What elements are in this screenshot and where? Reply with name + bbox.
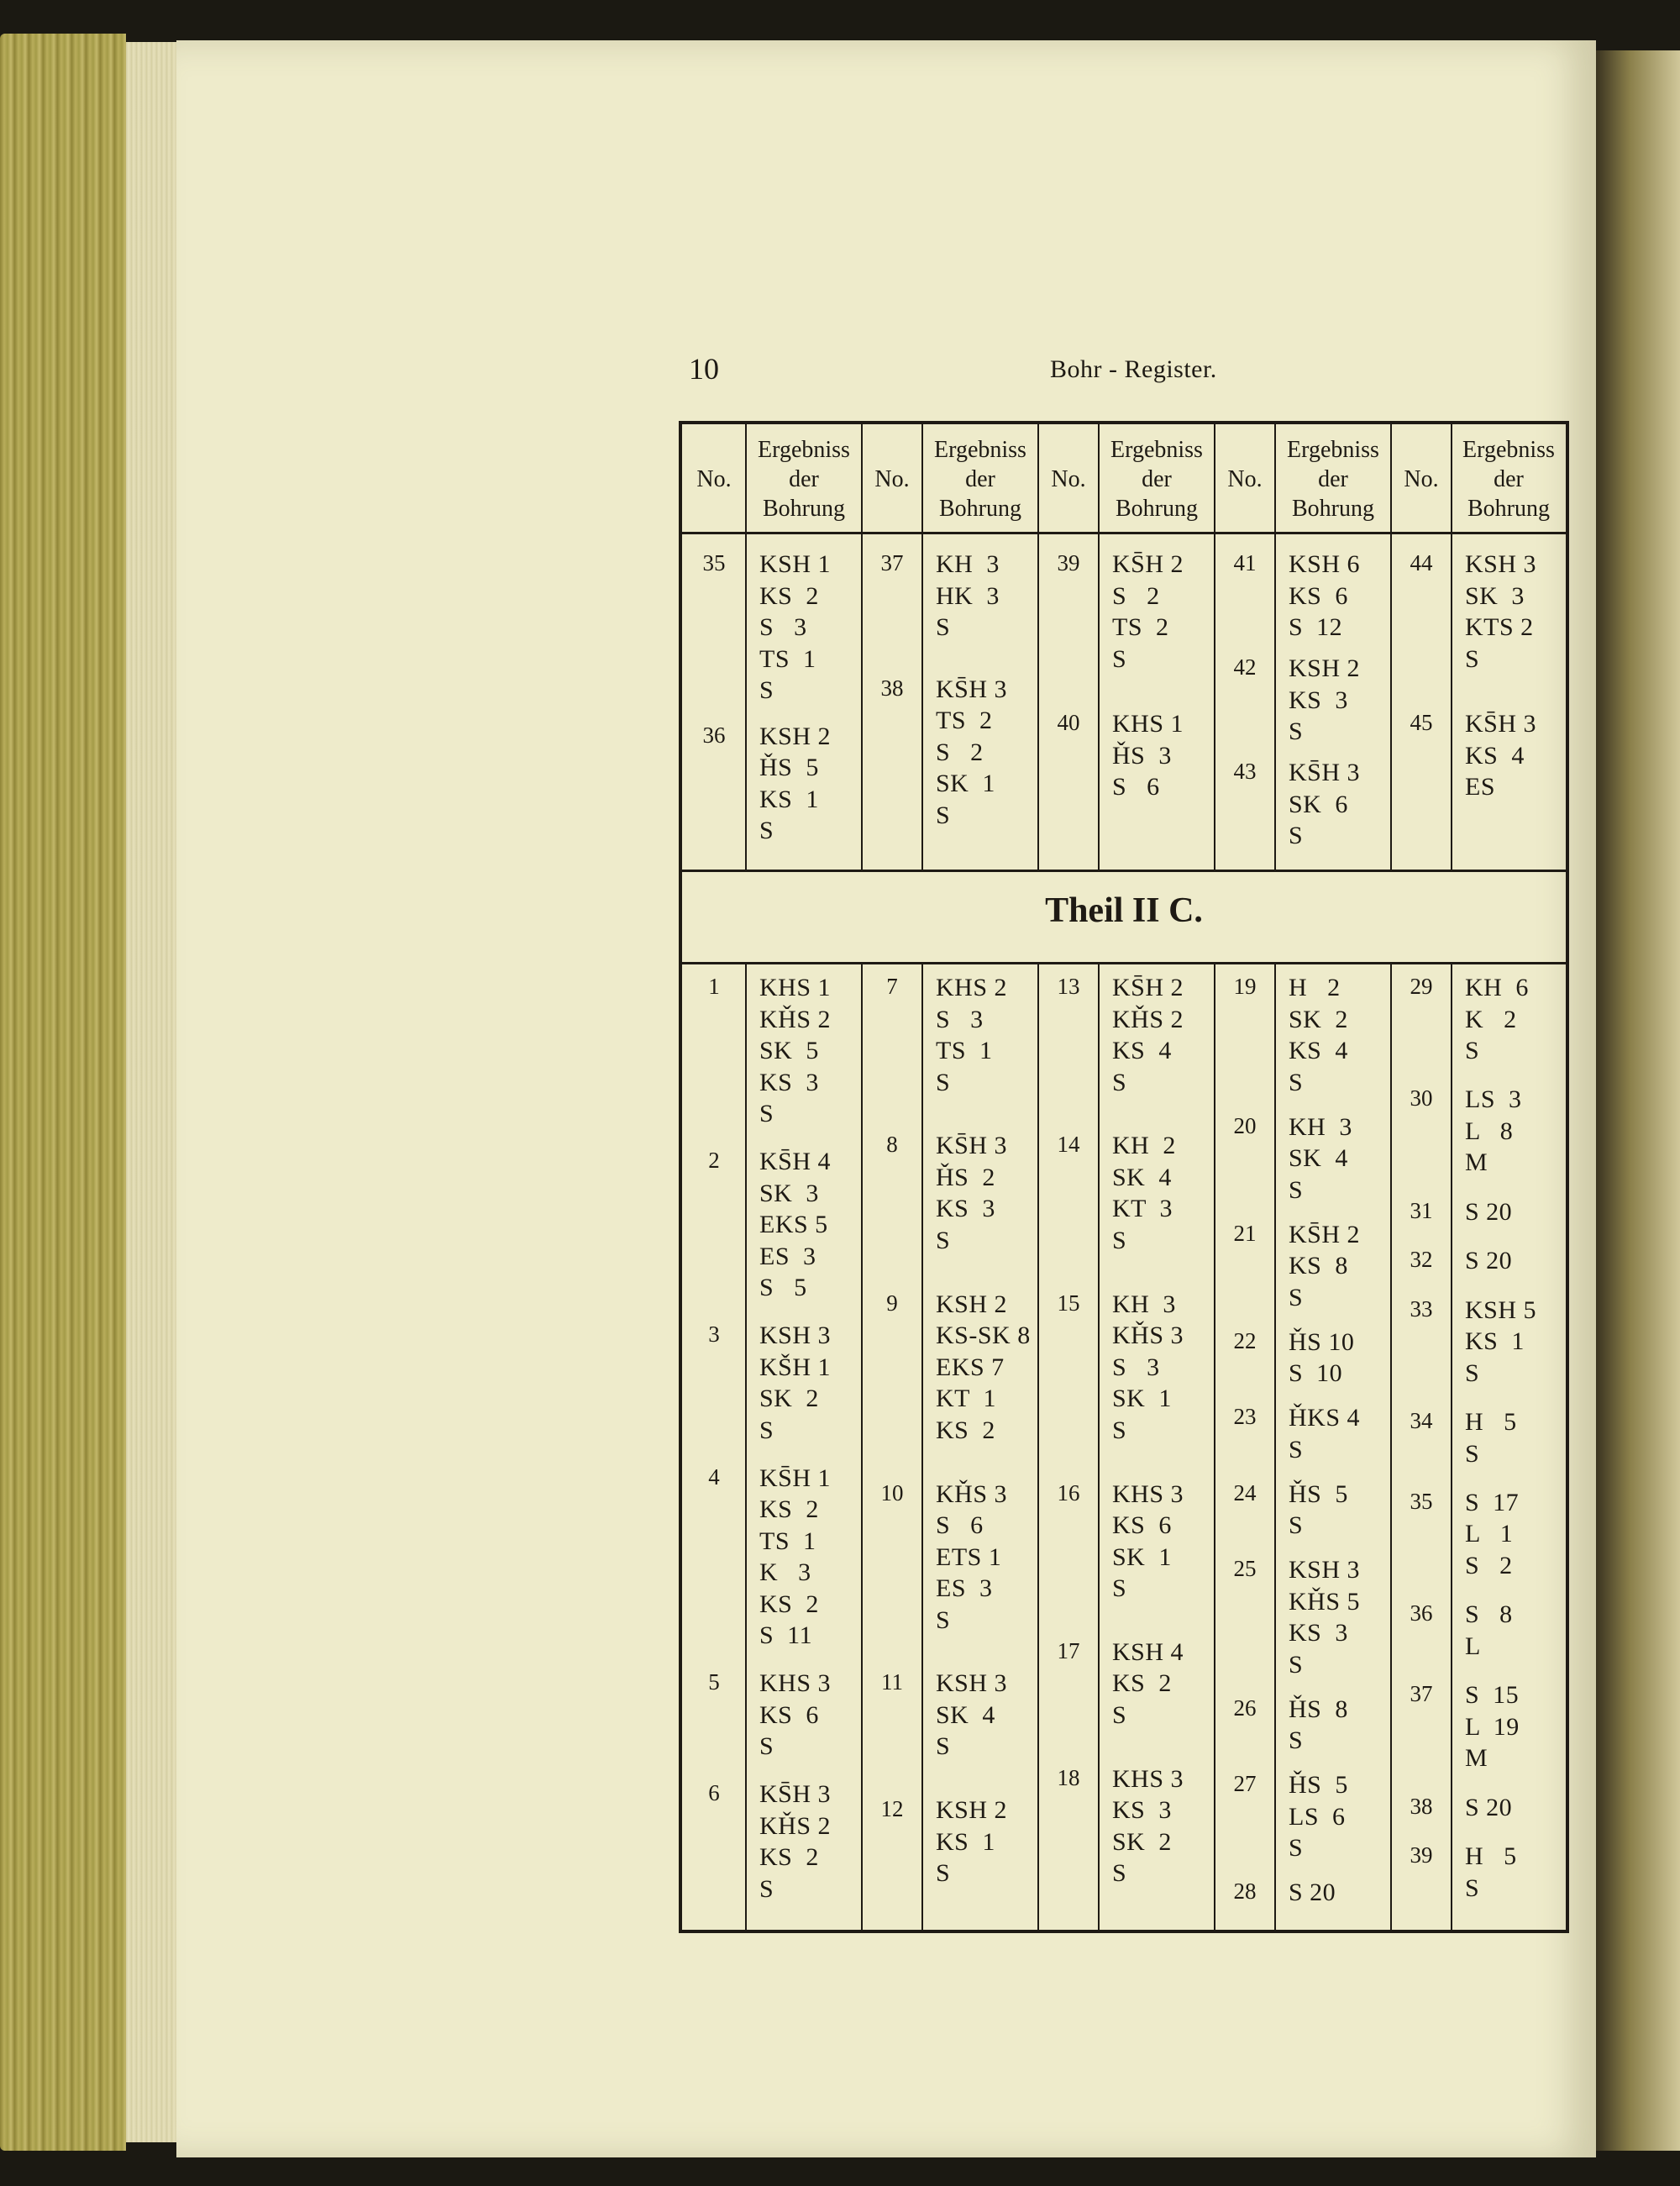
result-line: KSH 3 [1465, 550, 1537, 578]
entry-no: 42 [1233, 654, 1257, 680]
entry-no: 36 [1410, 1600, 1433, 1626]
result-line: KS̄H 2 [1112, 550, 1184, 578]
result-line: K 3 [759, 1558, 811, 1587]
result-line: TS 2 [1112, 613, 1169, 641]
book-gutter-right [1596, 50, 1680, 2151]
entry-no: 16 [1057, 1479, 1080, 1506]
column-divider [1098, 962, 1100, 1930]
header-line: Ergebniss [934, 437, 1026, 463]
header-line: der [965, 466, 995, 492]
running-title: Bohr - Register. [1050, 355, 1217, 383]
result-line: KS 2 [759, 1495, 819, 1524]
result-line: SK 1 [1112, 1385, 1172, 1413]
entry-no: 31 [1410, 1197, 1433, 1223]
result-line: KS̄H 3 [936, 675, 1008, 703]
entry-no: 41 [1233, 550, 1257, 575]
entry-no: 6 [708, 1780, 720, 1806]
result-line: S 20 [1289, 1879, 1336, 1906]
result-line: KȞS 2 [759, 1811, 832, 1840]
entry-no: 2 [708, 1148, 720, 1174]
result-line: KH 3 [1112, 1290, 1176, 1318]
result-line: KS 2 [759, 1843, 819, 1872]
header-line: Ergebniss [1462, 437, 1555, 463]
result-line: KS̄H 3 [1289, 759, 1361, 786]
entry-no: 5 [708, 1669, 720, 1695]
result-line: S [759, 817, 774, 845]
result-line: SK 2 [759, 1385, 819, 1413]
result-line: K 2 [1465, 1005, 1517, 1033]
result-line: S 17 [1465, 1488, 1520, 1516]
header-rule [682, 532, 1566, 534]
entry-no: 10 [880, 1479, 904, 1506]
result-line: S 2 [1465, 1551, 1513, 1579]
result-line: TS 1 [759, 1527, 816, 1555]
result-line: H 5 [1465, 1842, 1517, 1871]
column-divider [921, 962, 923, 1930]
result-line: KS 1 [759, 785, 819, 813]
result-line: S [936, 1605, 951, 1634]
result-line: ES [1465, 773, 1496, 801]
result-line: S [1112, 1700, 1127, 1729]
result-line: H 2 [1289, 974, 1341, 1001]
result-line: S 12 [1289, 613, 1343, 641]
result-line: S [759, 1874, 774, 1903]
result-line: KSH 2 [1289, 654, 1361, 682]
result-line: KSH 2 [759, 722, 832, 750]
result-line: S [936, 613, 951, 641]
header-ergebniss [1099, 431, 1215, 528]
header-line: der [789, 466, 819, 492]
result-line: KȞS 3 [1112, 1322, 1184, 1350]
result-line: SK 1 [1112, 1542, 1172, 1571]
result-line: L [1465, 1632, 1481, 1660]
result-line: KHS 1 [759, 974, 832, 1001]
result-line: S 20 [1465, 1793, 1513, 1821]
result-line: KS 3 [1112, 1796, 1172, 1825]
result-line: S [1289, 1726, 1304, 1754]
result-line: S [1465, 644, 1480, 673]
result-line: KHS 1 [1112, 710, 1184, 738]
result-line: M [1465, 1744, 1488, 1773]
result-line: S [1289, 717, 1304, 745]
entry-no: 32 [1410, 1247, 1433, 1273]
result-line: KS 1 [936, 1827, 995, 1856]
column-divider [1390, 962, 1392, 1930]
result-line: S [1289, 1650, 1304, 1679]
result-line: ES 3 [936, 1574, 993, 1602]
entry-no: 33 [1410, 1295, 1433, 1322]
entry-no: 38 [880, 675, 904, 701]
header-line: Bohrung [1467, 496, 1550, 522]
result-line: KS 4 [1465, 741, 1525, 770]
header-no: No. [1404, 466, 1439, 492]
result-line: S 10 [1289, 1359, 1343, 1387]
result-line: ȞS 8 [1289, 1695, 1348, 1723]
result-line: S [1112, 1574, 1127, 1602]
result-line: KHS 3 [759, 1669, 832, 1698]
result-line: SK 6 [1289, 790, 1348, 818]
result-line: KȞS 2 [1112, 1005, 1184, 1033]
result-line: KS̄H 1 [759, 1463, 832, 1492]
entry-no: 43 [1233, 759, 1257, 784]
result-line: KȞS 2 [759, 1005, 832, 1033]
result-line: S [936, 1226, 951, 1254]
result-line: ȞS 10 [1289, 1327, 1355, 1356]
book-page [176, 40, 1596, 2157]
header-line: Ergebniss [1287, 437, 1379, 463]
result-line: S [1112, 1068, 1127, 1096]
result-line: S 6 [936, 1511, 984, 1539]
entry-no: 37 [880, 550, 904, 575]
result-line: LS 6 [1289, 1802, 1346, 1831]
result-line: KS̄H 3 [1465, 710, 1537, 738]
result-line: KȞS 5 [1289, 1587, 1361, 1616]
result-line: KS 6 [759, 1700, 819, 1729]
result-line: KSH 2 [936, 1796, 1008, 1825]
entry-no: 14 [1057, 1132, 1080, 1158]
column-divider [861, 962, 863, 1930]
result-line: SK 2 [1289, 1005, 1348, 1033]
result-line: KS 8 [1289, 1252, 1348, 1280]
result-line: KȞS 3 [936, 1479, 1008, 1508]
header-line: der [1142, 466, 1172, 492]
result-line: S [936, 1859, 951, 1888]
entry-no: 39 [1410, 1842, 1433, 1868]
result-line: S [1465, 1439, 1480, 1468]
result-line: KS 3 [936, 1195, 995, 1223]
result-line: S [936, 1732, 951, 1761]
entry-no: 18 [1057, 1764, 1080, 1790]
result-line: S 2 [936, 738, 984, 766]
result-line: KH 3 [1289, 1112, 1352, 1141]
header-line: der [1494, 466, 1524, 492]
result-line: S 20 [1465, 1197, 1513, 1226]
result-line: S [1112, 644, 1127, 673]
header-line: Ergebniss [1110, 437, 1203, 463]
entry-no: 26 [1233, 1695, 1257, 1721]
header-line: Bohrung [939, 496, 1021, 522]
result-line: KHS 2 [936, 974, 1008, 1001]
result-line: KS 3 [759, 1068, 819, 1096]
entry-no: 34 [1410, 1408, 1433, 1434]
result-line: S [1289, 1834, 1304, 1862]
result-line: KH 6 [1465, 974, 1529, 1001]
result-line: S 5 [759, 1274, 807, 1302]
result-line: S 3 [936, 1005, 984, 1033]
result-line: ȞKS 4 [1289, 1404, 1361, 1432]
header-no: No. [696, 466, 732, 492]
result-line: KS̄H 3 [936, 1132, 1008, 1160]
result-line: ȞS 3 [1112, 741, 1172, 770]
result-line: ȞS 2 [936, 1163, 995, 1191]
result-line: SK 4 [1289, 1144, 1348, 1172]
result-line: S [1112, 1416, 1127, 1444]
result-line: S [1112, 1859, 1127, 1888]
entry-no: 45 [1410, 710, 1433, 735]
entry-no: 27 [1233, 1771, 1257, 1796]
result-line: SK 2 [1112, 1827, 1172, 1856]
result-line: KS̄H 2 [1289, 1220, 1361, 1248]
result-line: KSH 5 [1465, 1295, 1537, 1324]
result-line: SK 4 [1112, 1163, 1172, 1191]
entry-no: 23 [1233, 1404, 1257, 1429]
result-line: KS 4 [1289, 1037, 1348, 1064]
result-line: KH 2 [1112, 1132, 1176, 1160]
result-line: S [936, 1068, 951, 1096]
header-no: No. [874, 466, 910, 492]
column-divider [1274, 962, 1276, 1930]
result-line: S 2 [1112, 581, 1160, 610]
entry-no: 28 [1233, 1879, 1257, 1904]
result-line: S 11 [759, 1621, 813, 1650]
entry-no: 24 [1233, 1479, 1257, 1506]
result-line: S [936, 801, 951, 829]
result-line: EKS 5 [759, 1211, 828, 1239]
result-line: S 15 [1465, 1681, 1520, 1710]
result-line: S 6 [1112, 773, 1160, 801]
result-line: KHS 3 [1112, 1764, 1184, 1793]
entry-no: 29 [1410, 974, 1433, 999]
entry-no: 37 [1410, 1681, 1433, 1707]
result-line: S [1112, 1226, 1127, 1254]
result-line: KS 2 [759, 1590, 819, 1618]
result-line: KS 6 [1112, 1511, 1172, 1539]
result-line: KSH 3 [759, 1322, 832, 1350]
entry-no: 15 [1057, 1290, 1080, 1316]
entry-no: 19 [1233, 974, 1257, 999]
entry-no: 40 [1057, 710, 1080, 735]
header-ergebniss [746, 431, 862, 528]
result-line: S 8 [1465, 1600, 1513, 1629]
result-line: TS 1 [759, 644, 816, 673]
result-line: TS 1 [936, 1037, 993, 1064]
header-ergebniss [1275, 431, 1391, 528]
result-line: ETS 1 [936, 1542, 1002, 1571]
result-line: KS-SK 8 [936, 1322, 1031, 1350]
result-line: HK 3 [936, 581, 1000, 610]
result-line: TS 2 [936, 707, 993, 734]
result-line: SK 5 [759, 1037, 819, 1064]
entry-no: 22 [1233, 1327, 1257, 1353]
entry-no: 36 [702, 722, 726, 748]
result-line: S [759, 1416, 774, 1444]
result-line: KH 3 [936, 550, 1000, 578]
result-line: KSH 3 [1289, 1556, 1361, 1584]
result-line: KT 1 [936, 1385, 996, 1413]
result-line: KS 1 [1465, 1327, 1525, 1356]
section-rule [682, 870, 1566, 872]
entry-no: 35 [702, 550, 726, 575]
result-line: ES 3 [759, 1242, 816, 1270]
header-no: No. [1227, 466, 1263, 492]
entry-no: 12 [880, 1796, 904, 1822]
column-divider [1214, 962, 1215, 1930]
result-line: SK 1 [936, 770, 995, 797]
result-line: SK 3 [759, 1179, 819, 1207]
header-no: No. [1051, 466, 1086, 492]
entry-no: 25 [1233, 1556, 1257, 1581]
result-line: KS 2 [1112, 1669, 1172, 1698]
result-line: S [1289, 1511, 1304, 1539]
entry-no: 44 [1410, 550, 1433, 575]
result-line: KT 3 [1112, 1195, 1173, 1223]
result-line: S [1289, 1175, 1304, 1204]
entry-no: 17 [1057, 1637, 1080, 1663]
result-line: S [1465, 1873, 1480, 1902]
result-line: S [1289, 822, 1304, 849]
result-line: SK 4 [936, 1700, 995, 1729]
result-line: S 3 [759, 613, 807, 641]
result-line: S [759, 1100, 774, 1127]
result-line: S [1289, 1435, 1304, 1463]
result-line: KSH 4 [1112, 1637, 1184, 1666]
result-line: EKS 7 [936, 1353, 1005, 1381]
result-line: KSH 2 [936, 1290, 1008, 1318]
result-line: KS 6 [1289, 581, 1348, 610]
entry-no: 3 [708, 1322, 720, 1348]
result-line: KSH 3 [936, 1669, 1008, 1698]
result-line: S [759, 676, 774, 704]
result-line: ȞS 5 [1289, 1771, 1348, 1799]
section-title: Theil II C. [1045, 891, 1203, 930]
result-line: KŠH 1 [759, 1353, 832, 1381]
result-line: S [1289, 1068, 1304, 1096]
result-line: S [1465, 1358, 1480, 1387]
result-line: M [1465, 1148, 1488, 1177]
result-line: ȞS 5 [759, 754, 819, 782]
column-divider [1037, 962, 1039, 1930]
header-line: Bohrung [1116, 496, 1198, 522]
entry-no: 13 [1057, 974, 1080, 999]
entry-no: 1 [708, 974, 720, 999]
result-line: KTS 2 [1465, 613, 1534, 641]
entry-no: 21 [1233, 1220, 1257, 1246]
result-line: KSH 1 [759, 550, 832, 578]
result-line: KS 2 [759, 581, 819, 610]
result-line: KS̄H 4 [759, 1148, 832, 1176]
result-line: S 3 [1112, 1353, 1160, 1381]
result-line: L 19 [1465, 1712, 1520, 1741]
register-table [679, 421, 1569, 1933]
result-line: KS 3 [1289, 686, 1348, 714]
header-line: der [1318, 466, 1348, 492]
result-line: LS 3 [1465, 1085, 1522, 1114]
entry-no: 35 [1410, 1488, 1433, 1514]
result-line: S [1465, 1037, 1480, 1064]
page-number: 10 [689, 352, 719, 386]
entry-no: 30 [1410, 1085, 1433, 1111]
result-line: H 5 [1465, 1408, 1517, 1437]
entry-no: 4 [708, 1463, 720, 1490]
result-line: KS 2 [936, 1416, 995, 1444]
result-line: KS̄H 2 [1112, 974, 1184, 1001]
header-line: Bohrung [763, 496, 845, 522]
result-line: ȞS 5 [1289, 1479, 1348, 1508]
result-line: SK 3 [1465, 581, 1525, 610]
header-line: Ergebniss [758, 437, 850, 463]
header-ergebniss [922, 431, 1038, 528]
result-line: KS 3 [1289, 1619, 1348, 1647]
result-line: L 1 [1465, 1520, 1514, 1548]
result-line: KSH 6 [1289, 550, 1361, 578]
result-line: KS̄H 3 [759, 1780, 832, 1809]
header-line: Bohrung [1292, 496, 1374, 522]
result-line: KHS 3 [1112, 1479, 1184, 1508]
entry-no: 11 [881, 1669, 903, 1695]
result-line: S [759, 1732, 774, 1761]
entry-no: 39 [1057, 550, 1080, 575]
entry-no: 7 [886, 974, 898, 999]
entry-no: 38 [1410, 1793, 1433, 1819]
entry-no: 8 [886, 1132, 898, 1158]
book-edge-left [0, 34, 126, 2151]
column-divider [745, 962, 747, 1930]
column-divider [1451, 962, 1452, 1930]
header-ergebniss [1452, 431, 1566, 528]
section-rule [682, 962, 1566, 964]
result-line: KS 4 [1112, 1037, 1172, 1064]
result-line: S [1289, 1283, 1304, 1311]
result-line: L 8 [1465, 1117, 1514, 1145]
result-line: S 20 [1465, 1247, 1513, 1275]
entry-no: 20 [1233, 1112, 1257, 1138]
entry-no: 9 [886, 1290, 898, 1316]
